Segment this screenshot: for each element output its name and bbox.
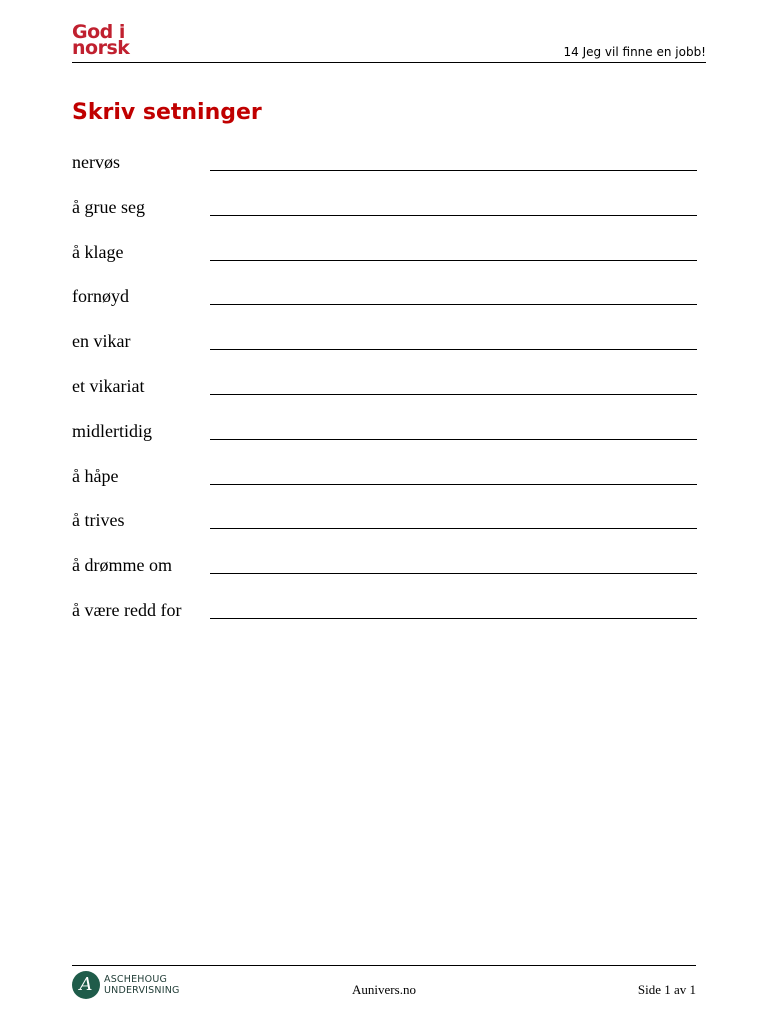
god-i-norsk-logo [72, 21, 130, 59]
exercise-row [72, 598, 697, 643]
exercise-row [72, 419, 697, 464]
logo-line-2: norsk [72, 37, 130, 59]
exercise-term: å drømme om [72, 555, 172, 576]
answer-blank-line[interactable] [210, 484, 697, 485]
exercise-row [72, 240, 697, 285]
exercise-term: midlertidig [72, 420, 152, 441]
exercise-list [72, 150, 697, 643]
exercise-term: å trives [72, 510, 125, 531]
footer-site: Aunivers.no [352, 982, 416, 997]
exercise-term: fornøyd [72, 286, 129, 307]
logo-line-1: God i [72, 21, 125, 43]
exercise-row [72, 284, 697, 329]
aschehoug-emblem-icon: A [72, 971, 100, 999]
answer-blank-line[interactable] [210, 349, 697, 350]
answer-blank-line[interactable] [210, 215, 697, 216]
answer-blank-line[interactable] [210, 573, 697, 574]
exercise-term: å være redd for [72, 599, 182, 620]
exercise-row [72, 508, 697, 553]
chapter-title: 14 Jeg vil finne en jobb! [563, 45, 706, 59]
header-divider [72, 62, 706, 63]
exercise-row [72, 374, 697, 419]
answer-blank-line[interactable] [210, 304, 697, 305]
exercise-term: å klage [72, 241, 124, 262]
answer-blank-line[interactable] [210, 439, 697, 440]
exercise-term: et vikariat [72, 375, 145, 396]
answer-blank-line[interactable] [210, 618, 697, 619]
exercise-row [72, 195, 697, 240]
exercise-row [72, 150, 697, 195]
exercise-term: å håpe [72, 465, 119, 486]
answer-blank-line[interactable] [210, 170, 697, 171]
publisher-line-1: ASCHEHOUG [104, 974, 168, 985]
exercise-term: å grue seg [72, 196, 145, 217]
exercise-term: nervøs [72, 152, 120, 172]
page-title: Skriv setninger [72, 100, 262, 125]
exercise-row [72, 553, 697, 598]
answer-blank-line[interactable] [210, 394, 697, 395]
exercise-row [72, 464, 697, 509]
footer-divider [72, 965, 696, 966]
publisher-line-2: UNDERVISNING [104, 985, 180, 996]
answer-blank-line[interactable] [210, 260, 697, 261]
exercise-term: en vikar [72, 331, 131, 352]
page-number: Side 1 av 1 [637, 982, 696, 997]
exercise-row [72, 329, 697, 374]
answer-blank-line[interactable] [210, 528, 697, 529]
